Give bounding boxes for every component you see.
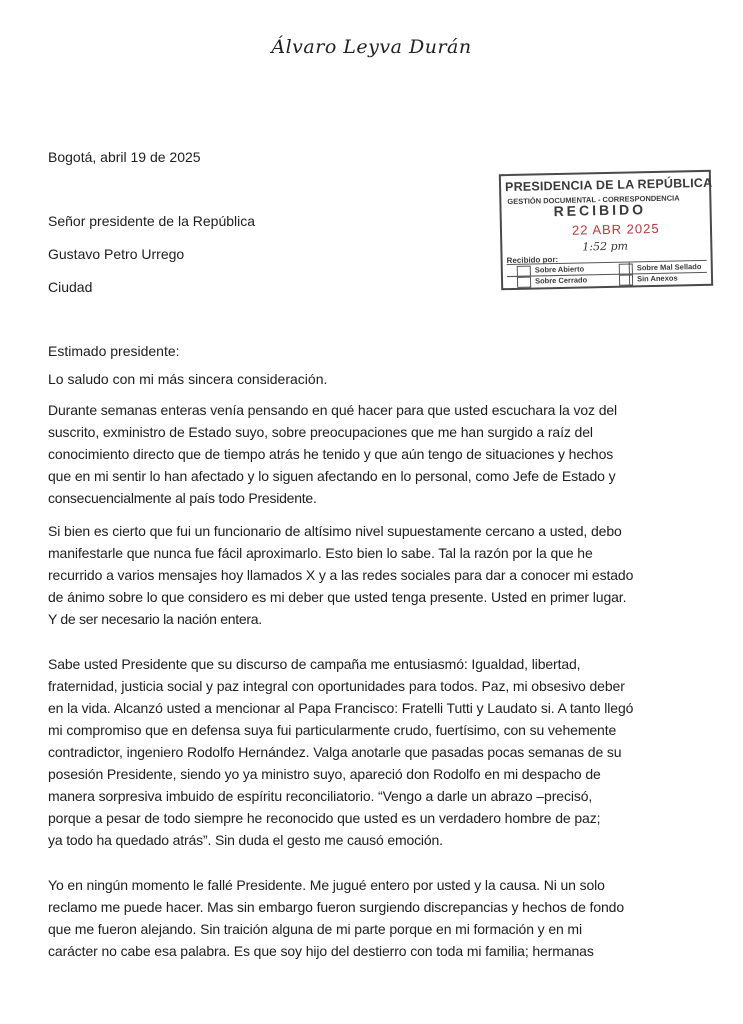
recipient-title: Señor presidente de la República <box>48 213 256 229</box>
checkbox-icon <box>619 263 633 274</box>
paragraph-line: consecuencialmente al país todo Presidente. <box>48 490 317 506</box>
stamp-date: 22 ABR 2025 <box>571 220 660 238</box>
stamp-option: Sobre Cerrado <box>534 275 588 286</box>
paragraph-1 <box>48 399 708 509</box>
checkbox-icon <box>517 277 531 288</box>
stamp-option: Sin Anexos <box>636 273 678 284</box>
stamp-status: RECIBIDO <box>553 201 647 220</box>
paragraph-line: de ánimo sobre lo que considero es mi deber que usted tenga presente. Usted en primer lugar. <box>48 589 627 605</box>
paragraph-line: en la vida. Alcanzó usted a mencionar al Papa Francisco: Fratelli Tutti y Laudato si. A tanto llegó <box>48 700 634 716</box>
paragraph-line: Yo en ningún momento le fallé Presidente. Me jugué entero por usted y la causa. Ni un solo <box>48 877 605 893</box>
checkbox-icon <box>619 274 633 285</box>
reception-stamp <box>499 170 713 290</box>
paragraph-line: Sabe usted Presidente que su discurso de campaña me entusiasmó: Igualdad, libertad, <box>48 656 581 672</box>
stamp-title: PRESIDENCIA DE LA REPÚBLICA <box>504 175 713 195</box>
paragraph-line: conocimiento directo que de tiempo atrás he tenido y que aún tengo de situaciones y hechos <box>48 446 614 462</box>
paragraph-line: recurrido a varios mensajes hoy llamados X y a las redes sociales para dar a conocer mi estado <box>48 567 634 583</box>
paragraph-line: Y de ser necesario la nación entera. <box>48 611 262 627</box>
salutation: Estimado presidente: <box>48 343 180 359</box>
paragraph-line: fraternidad, justicia social y paz integral con oportunidades para todos. Paz, mi obsesivo deber <box>48 678 625 694</box>
letterhead-signature: Álvaro Leyva Durán <box>271 36 472 58</box>
stamp-time: 1:52 pm <box>582 239 629 254</box>
paragraph-3 <box>48 653 708 851</box>
paragraph-4 <box>48 874 708 962</box>
paragraph-line: suscrito, exministro de Estado suyo, sobre preocupaciones que me han surgido a raíz del <box>48 424 593 440</box>
stamp-received-by: Recibido por: <box>506 255 559 266</box>
paragraph-line: posesión Presidente, siendo yo ya ministro suyo, apareció don Rodolfo en mi despacho de <box>48 766 601 782</box>
stamp-option: Sobre Abierto <box>534 264 585 275</box>
paragraph-line: mi compromiso que en defensa suya fui particularmente crudo, fuertísimo, con su vehemente <box>48 722 617 738</box>
paragraph-line: que me fueron alejando. Sin traición alguna de mi parte porque en mi formación y en mi <box>48 921 582 937</box>
stamp-options-grid <box>507 260 707 287</box>
recipient-name: Gustavo Petro Urrego <box>48 246 185 262</box>
paragraph-line: reclamo me puede hacer. Mas sin embargo fueron surgiendo discrepancias y hechos de fondo <box>48 899 625 915</box>
greeting: Lo saludo con mi más sincera consideración. <box>48 371 328 387</box>
recipient-city: Ciudad <box>48 279 93 295</box>
paragraph-line: carácter no cabe esa palabra. Es que soy hijo del destierro con toda mi familia; hermanas <box>48 943 594 959</box>
paragraph-2 <box>48 520 708 630</box>
paragraph-line: contradictor, ingeniero Rodolfo Hernández. Valga anotarle que pasadas pocas semanas de su <box>48 744 622 760</box>
paragraph-line: porque a pesar de todo siempre he reconocido que usted es un verdadero hombre de paz; <box>48 810 601 826</box>
paragraph-line: que en mi sentir lo han afectado y lo siguen afectando en lo personal, como Jefe de Estado y <box>48 468 616 484</box>
paragraph-line: Si bien es cierto que fui un funcionario de altísimo nivel supuestamente cercano a usted, debo <box>48 523 622 539</box>
paragraph-line: manifestarle que nunca fue fácil aproximarlo. Esto bien lo sabe. Tal la razón por la que he <box>48 545 593 561</box>
stamp-subtitle: GESTIÓN DOCUMENTAL - CORRESPONDENCIA <box>507 193 680 207</box>
paragraph-line: ya todo ha quedado atrás”. Sin duda el gesto me causó emoción. <box>48 832 443 848</box>
stamp-option: Sobre Mal Sellado <box>636 262 702 273</box>
paragraph-line: manera sorpresiva imbuido de espíritu reconciliatorio. “Vengo a darle un abrazo –precisó, <box>48 788 593 804</box>
letter-date: Bogotá, abril 19 de 2025 <box>48 149 201 165</box>
checkbox-icon <box>517 266 531 277</box>
paragraph-line: Durante semanas enteras venía pensando en qué hacer para que usted escuchara la voz del <box>48 402 618 418</box>
